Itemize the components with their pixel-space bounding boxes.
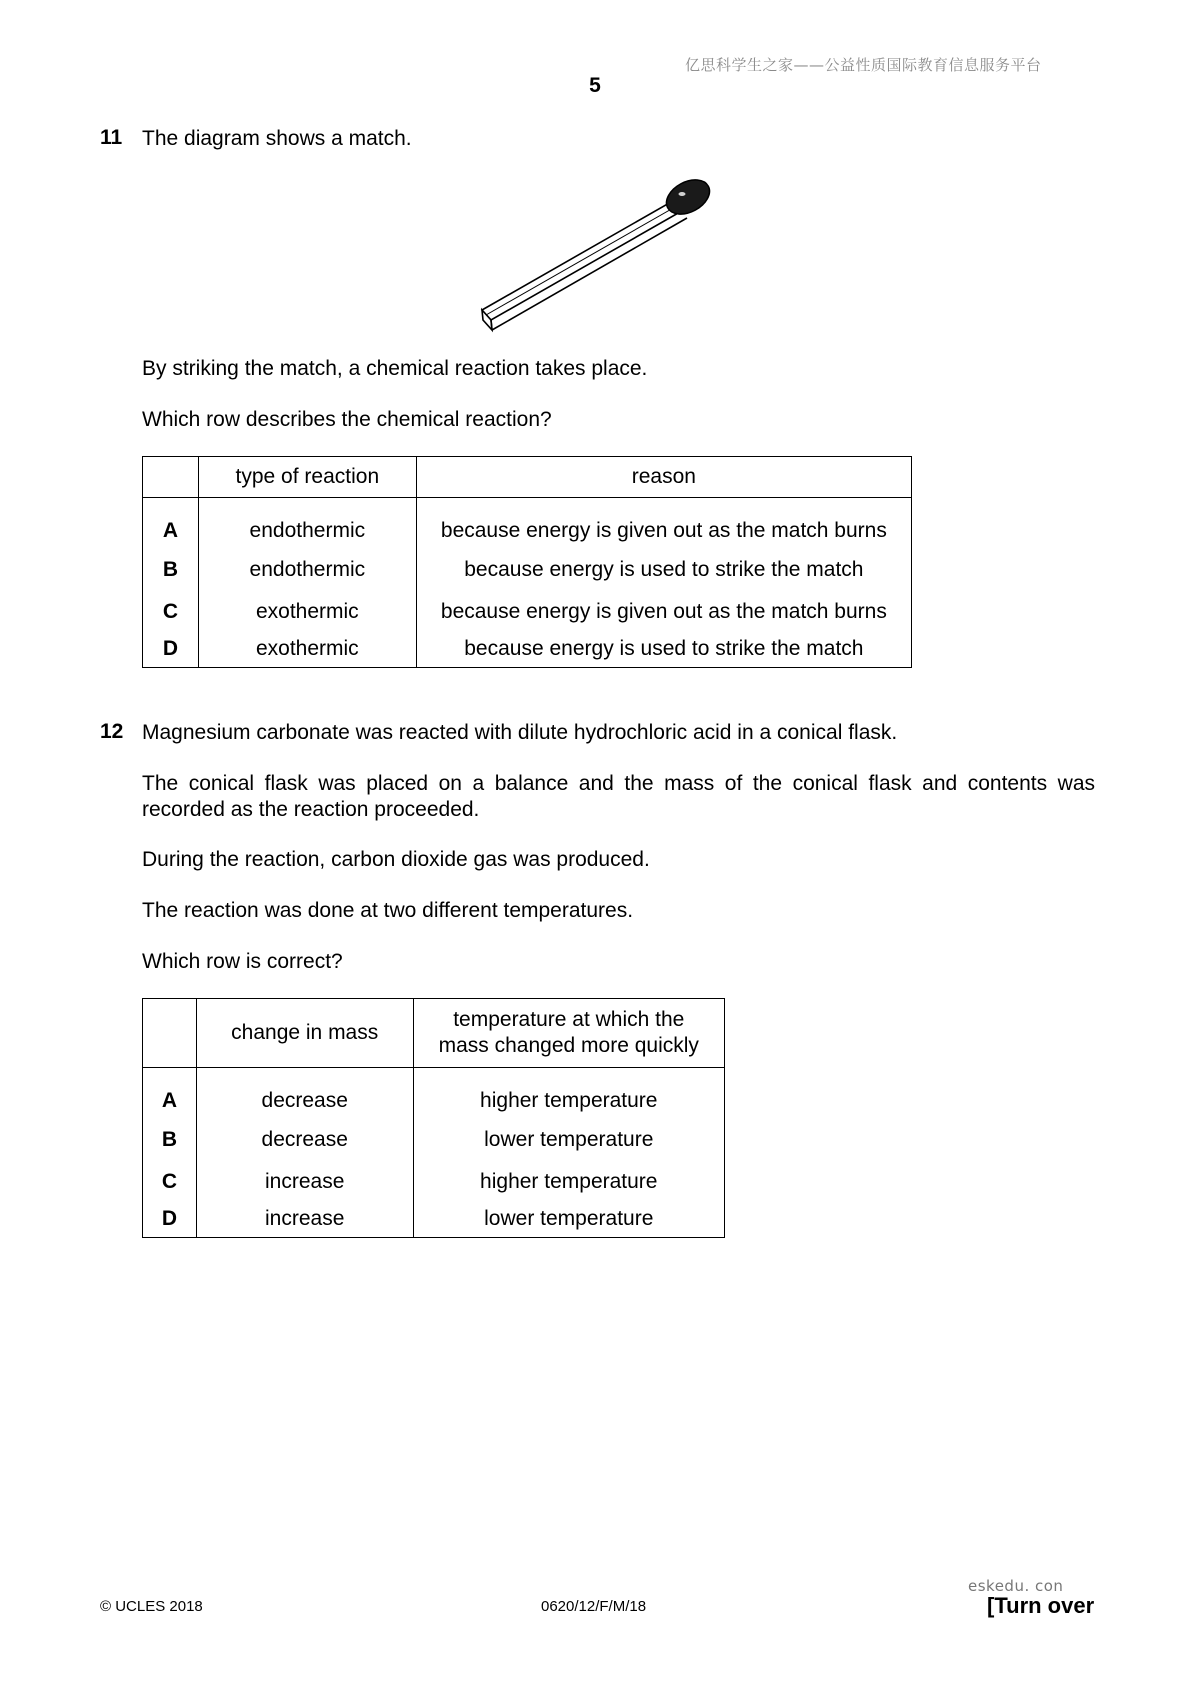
page-number: 5: [589, 74, 601, 97]
option-type: exothermic: [198, 591, 416, 633]
option-row-d[interactable]: [143, 633, 912, 668]
option-row-b[interactable]: [143, 1119, 725, 1161]
watermark-header: 亿思科学生之家——公益性质国际教育信息服务平台: [685, 56, 1042, 74]
option-row-a[interactable]: [143, 1068, 725, 1119]
question-12-options-table: [142, 998, 725, 1238]
question-12-number: 12: [100, 720, 124, 743]
option-type: exothermic: [198, 633, 416, 668]
option-row-a[interactable]: [143, 498, 912, 549]
match-diagram: [470, 170, 730, 340]
option-reason: because energy is given out as the match burns: [440, 518, 887, 542]
copyright: © UCLES 2018: [100, 1598, 203, 1615]
question-12-line-4: The reaction was done at two different temperatures.: [142, 899, 634, 922]
question-11-statement: By striking the match, a chemical reaction takes place.: [142, 357, 648, 380]
option-letter: A: [143, 498, 199, 549]
header-blank: [143, 999, 197, 1068]
option-type: endothermic: [198, 549, 416, 591]
header-temperature-line-1: temperature at which the: [453, 1008, 685, 1031]
table-header-row: [143, 457, 912, 498]
option-letter: D: [143, 633, 199, 668]
question-11-question: Which row describes the chemical reaction?: [142, 408, 552, 431]
option-letter: A: [143, 1068, 197, 1119]
option-row-b[interactable]: [143, 549, 912, 591]
option-row-d[interactable]: [143, 1203, 725, 1238]
turn-over-label: [Turn over: [987, 1593, 1095, 1618]
option-mass: decrease: [196, 1068, 413, 1119]
question-12-line-1: Magnesium carbonate was reacted with dilute hydrochloric acid in a conical flask.: [142, 721, 898, 744]
header-temperature: [413, 999, 724, 1068]
header-type-of-reaction: type of reaction: [198, 457, 416, 498]
option-reason: because energy is used to strike the match: [464, 557, 864, 581]
question-11-options-table: [142, 456, 912, 668]
option-mass: decrease: [196, 1119, 413, 1161]
option-reason: because energy is given out as the match burns: [440, 599, 887, 623]
option-row-c[interactable]: [143, 591, 912, 633]
option-reason: because energy is used to strike the match: [464, 636, 864, 660]
table-header-row: [143, 999, 725, 1068]
header-reason: reason: [416, 457, 911, 498]
paper-code: 0620/12/F/M/18: [541, 1598, 647, 1615]
header-change-in-mass: change in mass: [196, 999, 413, 1068]
option-mass: increase: [196, 1203, 413, 1238]
option-row-c[interactable]: [143, 1161, 725, 1203]
header-temperature-line-2: mass changed more quickly: [438, 1034, 699, 1057]
question-11-intro: The diagram shows a match.: [142, 127, 412, 150]
question-11-number: 11: [100, 126, 123, 149]
option-letter: B: [143, 549, 199, 591]
option-type: endothermic: [198, 498, 416, 549]
option-letter: D: [143, 1203, 197, 1238]
option-temperature: lower temperature: [484, 1206, 654, 1230]
question-12-line-2: The conical flask was placed on a balance and the mass of the conical flask and contents was recorded as the reaction proceeded.: [142, 772, 1095, 821]
option-letter: C: [143, 591, 199, 633]
option-temperature: lower temperature: [484, 1127, 654, 1151]
match-stick: [482, 198, 687, 330]
option-mass: increase: [196, 1161, 413, 1203]
question-12-line-3: During the reaction, carbon dioxide gas was produced.: [142, 848, 650, 871]
option-temperature: higher temperature: [480, 1169, 658, 1193]
header-blank: [143, 457, 199, 498]
option-temperature: higher temperature: [480, 1088, 658, 1112]
site-watermark: eskedu. con: [968, 1577, 1064, 1595]
question-12-question: Which row is correct?: [142, 950, 343, 973]
option-letter: B: [143, 1119, 197, 1161]
option-letter: C: [143, 1161, 197, 1203]
